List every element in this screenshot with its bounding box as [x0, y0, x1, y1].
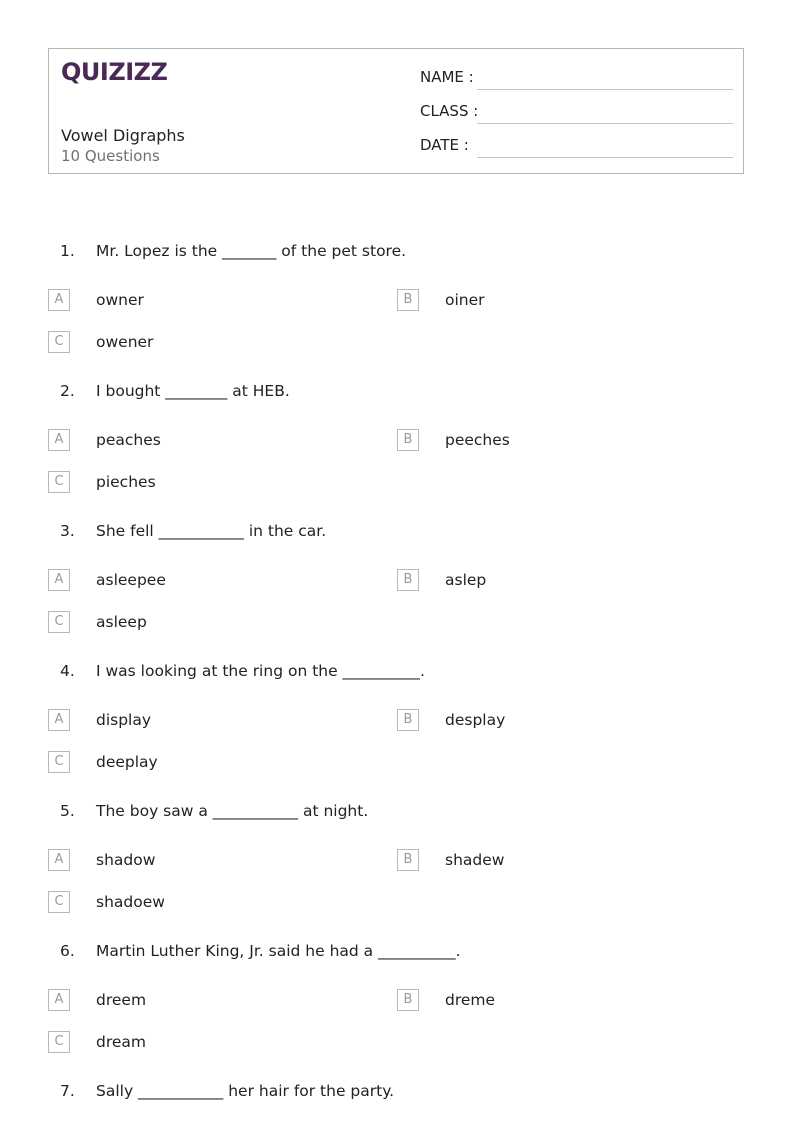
- option-c-text[interactable]: asleep: [96, 613, 147, 631]
- option-a-text[interactable]: asleepee: [96, 571, 166, 589]
- class-label: CLASS :: [420, 102, 479, 120]
- option-b-text[interactable]: aslep: [445, 571, 487, 589]
- option-b-text[interactable]: oiner: [445, 291, 485, 309]
- question-number: 5.: [60, 802, 75, 820]
- question-text: Martin Luther King, Jr. said he had a __________.: [96, 942, 461, 960]
- option-b-box[interactable]: B: [397, 849, 419, 871]
- class-line: [477, 123, 733, 124]
- question-number: 1.: [60, 242, 75, 260]
- option-a-box[interactable]: A: [48, 569, 70, 591]
- option-b-box[interactable]: B: [397, 989, 419, 1011]
- question-text: She fell ___________ in the car.: [96, 522, 327, 540]
- option-b-text[interactable]: peeches: [445, 431, 510, 449]
- option-c-box[interactable]: C: [48, 611, 70, 633]
- option-a-text[interactable]: dreem: [96, 991, 147, 1009]
- question-text: The boy saw a ___________ at night.: [96, 802, 369, 820]
- question-number: 7.: [60, 1082, 75, 1100]
- question-count: 10 Questions: [61, 147, 160, 165]
- option-a-text[interactable]: owner: [96, 291, 144, 309]
- question-text: I was looking at the ring on the __________.: [96, 662, 425, 680]
- name-label: NAME :: [420, 68, 474, 86]
- option-b-box[interactable]: B: [397, 289, 419, 311]
- option-c-text[interactable]: shadoew: [96, 893, 165, 911]
- option-c-box[interactable]: C: [48, 471, 70, 493]
- option-b-text[interactable]: dreme: [445, 991, 496, 1009]
- option-b-box[interactable]: B: [397, 709, 419, 731]
- question-text: Mr. Lopez is the _______ of the pet store.: [96, 242, 407, 260]
- option-b-text[interactable]: desplay: [445, 711, 506, 729]
- option-c-text[interactable]: owener: [96, 333, 154, 351]
- question-number: 2.: [60, 382, 75, 400]
- date-label: DATE :: [420, 136, 469, 154]
- option-a-box[interactable]: A: [48, 429, 70, 451]
- option-c-text[interactable]: deeplay: [96, 753, 158, 771]
- option-a-box[interactable]: A: [48, 709, 70, 731]
- option-c-box[interactable]: C: [48, 751, 70, 773]
- option-a-text[interactable]: display: [96, 711, 152, 729]
- worksheet-header: [48, 48, 744, 174]
- date-line: [477, 157, 733, 158]
- option-a-text[interactable]: shadow: [96, 851, 156, 869]
- worksheet-title: Vowel Digraphs: [61, 126, 185, 145]
- question-number: 3.: [60, 522, 75, 540]
- option-a-box[interactable]: A: [48, 289, 70, 311]
- option-c-box[interactable]: C: [48, 1031, 70, 1053]
- option-c-box[interactable]: C: [48, 891, 70, 913]
- option-c-box[interactable]: C: [48, 331, 70, 353]
- option-a-text[interactable]: peaches: [96, 431, 161, 449]
- option-b-box[interactable]: B: [397, 569, 419, 591]
- question-text: I bought ________ at HEB.: [96, 382, 290, 400]
- option-a-box[interactable]: A: [48, 849, 70, 871]
- question-number: 6.: [60, 942, 75, 960]
- option-b-box[interactable]: B: [397, 429, 419, 451]
- option-c-text[interactable]: pieches: [96, 473, 156, 491]
- option-a-box[interactable]: A: [48, 989, 70, 1011]
- option-c-text[interactable]: dream: [96, 1033, 147, 1051]
- option-b-text[interactable]: shadew: [445, 851, 505, 869]
- quizizz-logo: QUIZIZZ: [61, 58, 168, 86]
- name-line: [477, 89, 733, 90]
- question-text: Sally ___________ her hair for the party.: [96, 1082, 395, 1100]
- question-number: 4.: [60, 662, 75, 680]
